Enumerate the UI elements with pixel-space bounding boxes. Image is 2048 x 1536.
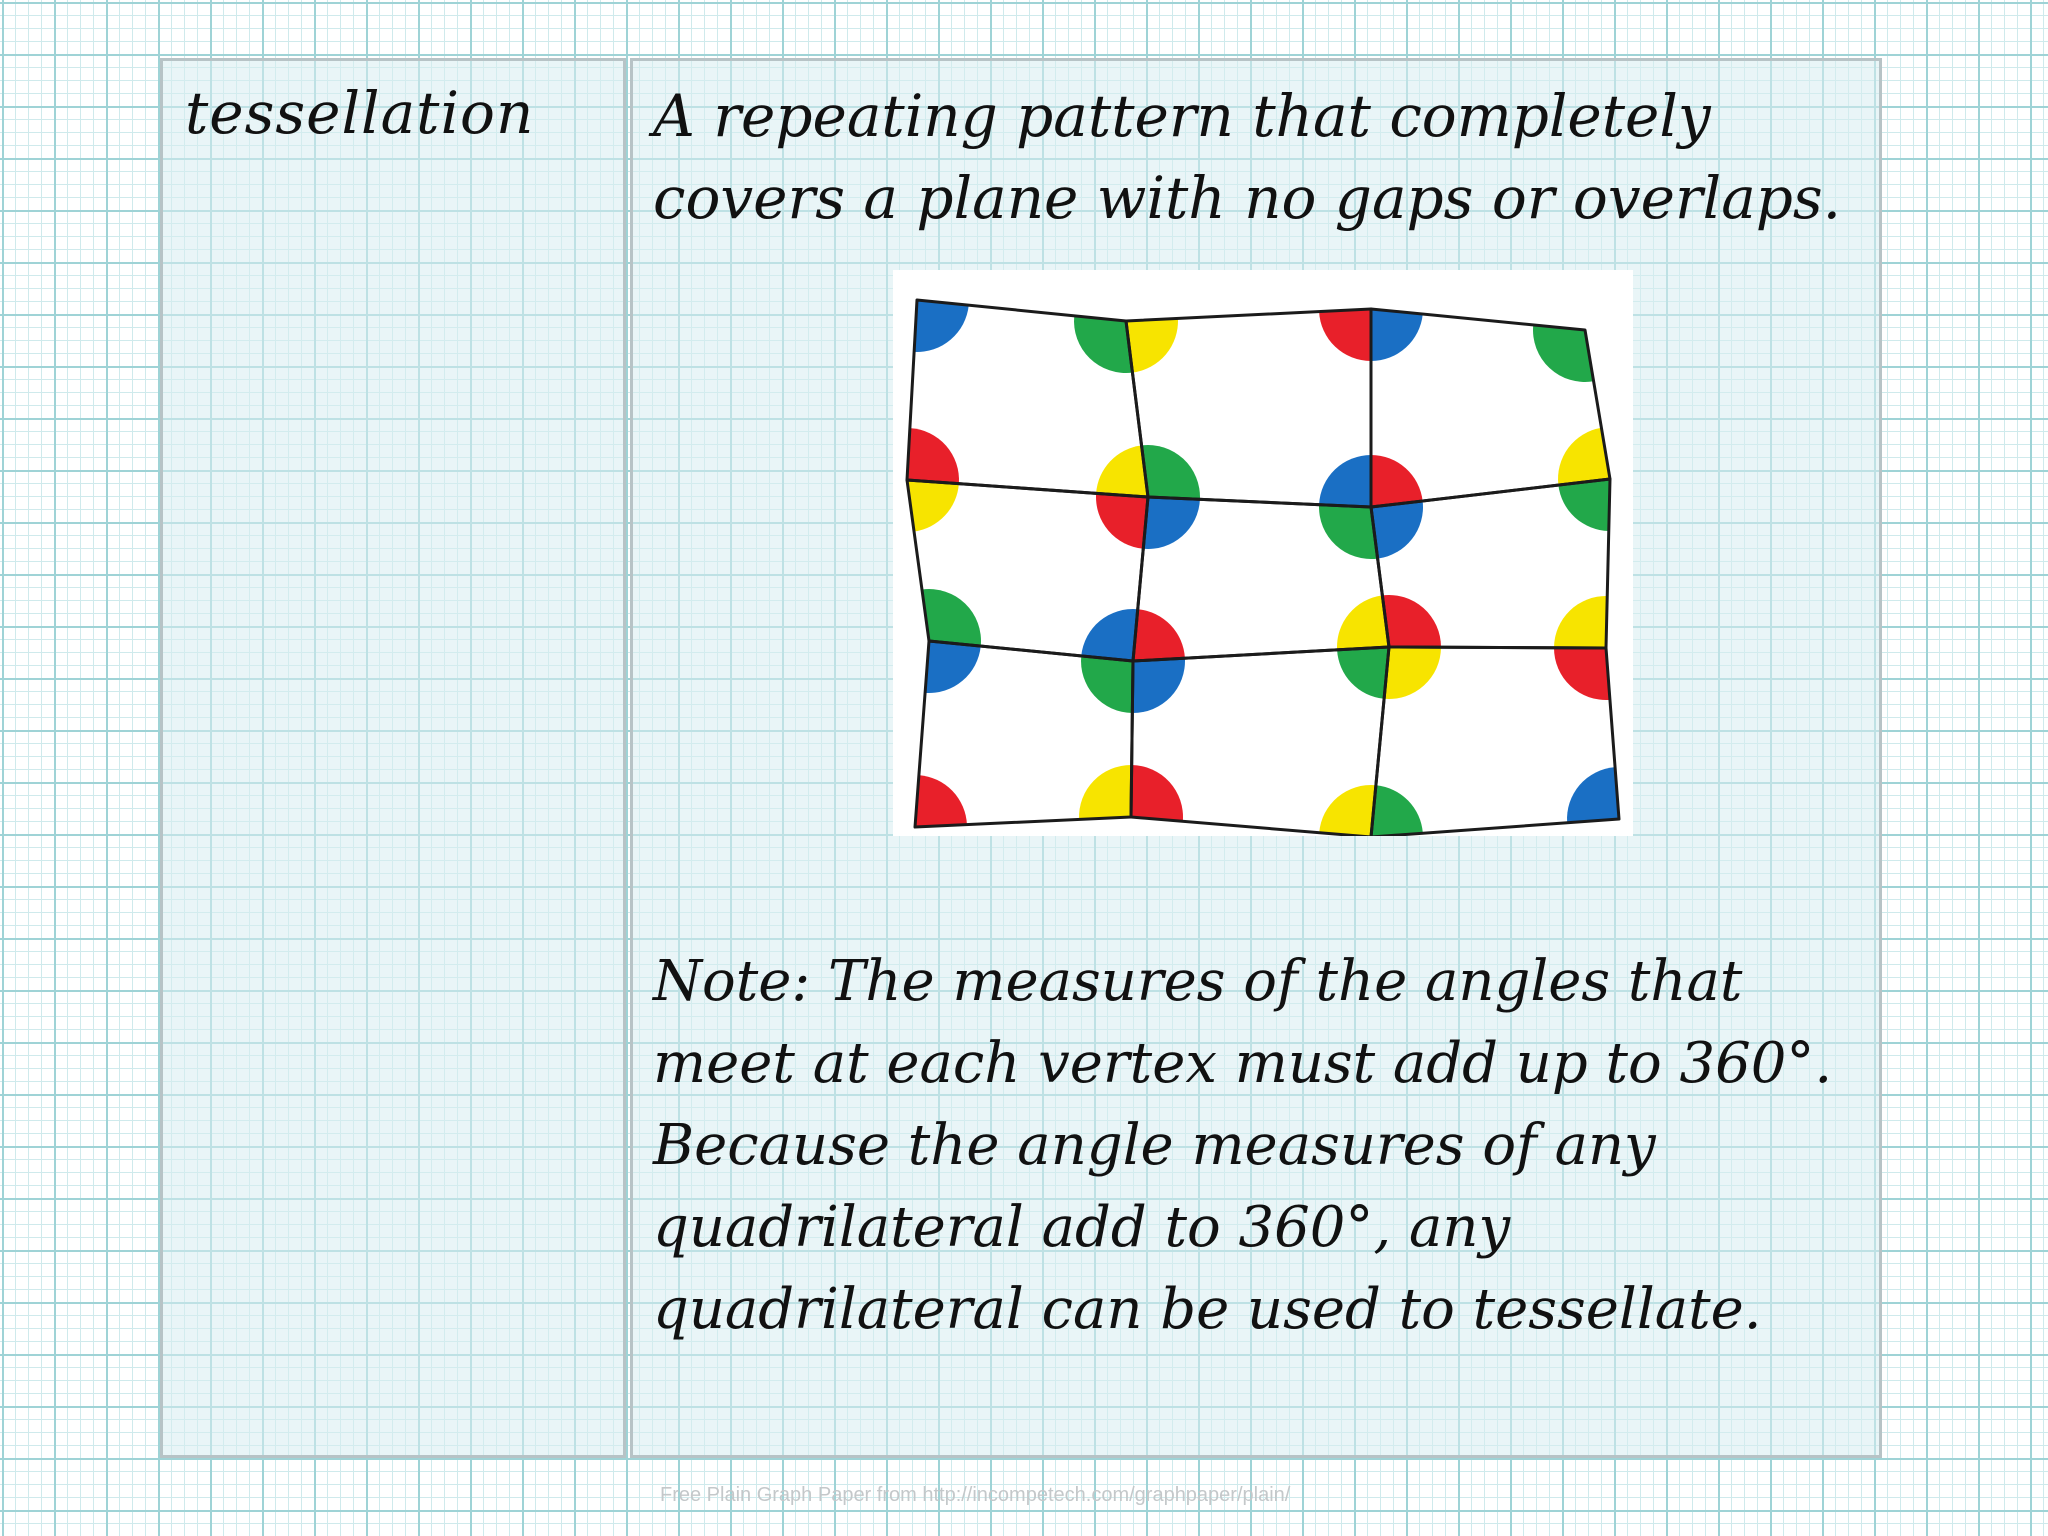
angle-wedge <box>1096 445 1148 497</box>
angle-wedge <box>1096 493 1148 548</box>
definition-text: A repeating pattern that completely covers a plane with no gaps or overlaps. <box>653 82 1842 232</box>
angle-wedge <box>925 641 981 693</box>
angle-wedge <box>1133 609 1185 661</box>
angle-wedge <box>1131 765 1183 821</box>
tessellation-diagram <box>893 270 1633 836</box>
angle-wedge <box>915 775 967 827</box>
angle-wedge <box>1371 455 1423 507</box>
angle-wedge <box>1319 309 1371 361</box>
angle-wedge <box>1567 767 1619 823</box>
angle-wedge <box>1337 647 1389 699</box>
angle-wedge <box>1319 455 1371 507</box>
angle-wedge <box>1081 656 1133 713</box>
tessellation-figure <box>893 270 1633 836</box>
angle-wedge <box>1126 318 1178 372</box>
angle-wedge <box>1382 595 1441 647</box>
angle-wedge <box>1142 445 1200 499</box>
angle-wedge <box>914 300 969 352</box>
angle-wedge <box>1554 648 1610 700</box>
angle-wedge <box>1371 309 1423 361</box>
angle-wedge <box>1079 765 1132 819</box>
term-label: tessellation <box>185 79 535 147</box>
angle-wedge <box>1558 479 1610 531</box>
angle-wedge <box>922 589 981 646</box>
footer-credit: Free Plain Graph Paper from http://incompetech.com/graphpaper/plain/ <box>660 1484 1291 1506</box>
angle-wedge <box>907 480 959 532</box>
angle-wedge <box>1371 501 1423 559</box>
angle-wedge <box>1132 658 1185 713</box>
angle-wedge <box>1074 316 1132 373</box>
angle-wedge <box>1319 785 1376 836</box>
angle-wedge <box>1371 785 1423 836</box>
angle-wedge <box>1081 609 1137 661</box>
angle-wedge <box>1337 595 1389 649</box>
angle-wedge <box>1143 497 1200 549</box>
angle-wedge <box>907 428 959 484</box>
angle-wedge <box>1554 596 1607 648</box>
angle-wedge <box>1384 647 1441 699</box>
note-text: Note: The measures of the angles that meet at each vertex must add up to 360°. Because the angle measures of any quadrilateral add to 360°, any quadrilateral can be used to tessellate. <box>653 949 1833 1342</box>
angle-wedge <box>1319 505 1378 559</box>
term-panel <box>160 58 626 1458</box>
